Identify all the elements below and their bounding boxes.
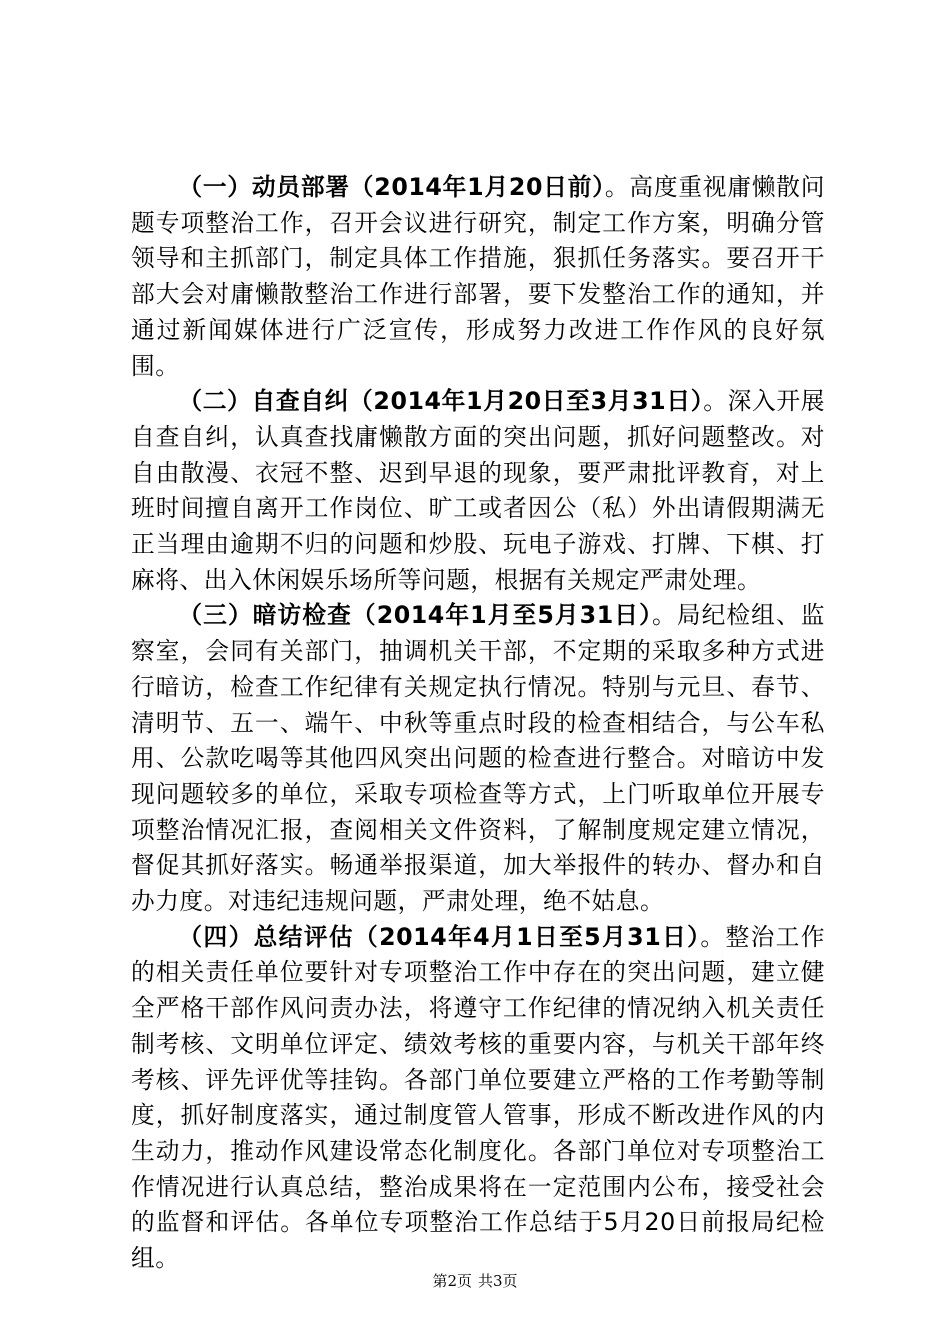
section-1-paragraph — [131, 170, 825, 384]
section-2-paragraph — [131, 384, 825, 598]
section-1-heading: （一）动员部署（2014年1月20日前） — [178, 173, 605, 201]
section-4-text: 。整治工作的相关责任单位要针对专项整治工作中存在的突出问题，建立健全严格干部作风问责办法，将遵守工作纪律的情况纳入机关责任制考核、文明单位评定、绩效考核的重要内容，与机关干部年终考核、评先评优等挂钩。各部门单位要建立严格的工作考勤等制度，抓好制度落实，通过制度管人管事，形成不断改进作风的内生动力，推动作风建设常态化制度化。各部门单位对专项整治工作情况进行认真总结，整治成果将在一定范围内公布，接受社会的监督和评估。各单位专项整治工作总结于5月20日前报局纪检组。 — [131, 922, 825, 1273]
section-3-text: 。局纪检组、监察室，会同有关部门，抽调机关干部，不定期的采取多种方式进行暗访，检查工作纪律有关规定执行情况。特别与元旦、春节、清明节、五一、端午、中秋等重点时段的检查相结合，与公车私用、公款吃喝等其他四风突出问题的检查进行整合。对暗访中发现问题较多的单位，采取专项检查等方式，上门听取单位开展专项整治情况汇报，查阅相关文件资料，了解制度规定建立情况，督促其抓好落实。畅通举报渠道，加大举报件的转办、督办和自办力度。对违纪违规问题，严肃处理，绝不姑息。 — [131, 601, 825, 916]
section-3-paragraph — [131, 598, 825, 919]
section-4-heading: （四）总结评估（2014年4月1日至5月31日） — [178, 922, 701, 951]
section-2-heading: （二）自查自纠（2014年1月20日至3月31日） — [178, 387, 704, 416]
section-3-heading: （三）暗访检查（2014年1月至5月31日） — [178, 601, 653, 630]
page-number: 第2页 — [432, 1272, 472, 1290]
page-footer — [0, 1271, 950, 1291]
document-body — [131, 170, 825, 1277]
section-2-text: 。深入开展自查自纠，认真查找庸懒散方面的突出问题，抓好问题整改。对自由散漫、衣冠不整、迟到早退的现象，要严肃批评教育，对上班时间擅自离开工作岗位、旷工或者因公（私）外出请假期满无正当理由逾期不归的问题和炒股、玩电子游戏、打牌、下棋、打麻将、出入休闲娱乐场所等问题，根据有关规定严肃处理。 — [131, 387, 825, 594]
page-total: 共3页 — [478, 1272, 518, 1290]
section-4-paragraph — [131, 920, 825, 1277]
section-1-text: 。高度重视庸懒散问题专项整治工作，召开会议进行研究，制定工作方案，明确分管领导和主抓部门，制定具体工作措施，狠抓任务落实。要召开干部大会对庸懒散整治工作进行部署，要下发整治工作的通知，并通过新闻媒体进行广泛宣传，形成努力改进工作作风的良好氛围。 — [131, 173, 825, 380]
